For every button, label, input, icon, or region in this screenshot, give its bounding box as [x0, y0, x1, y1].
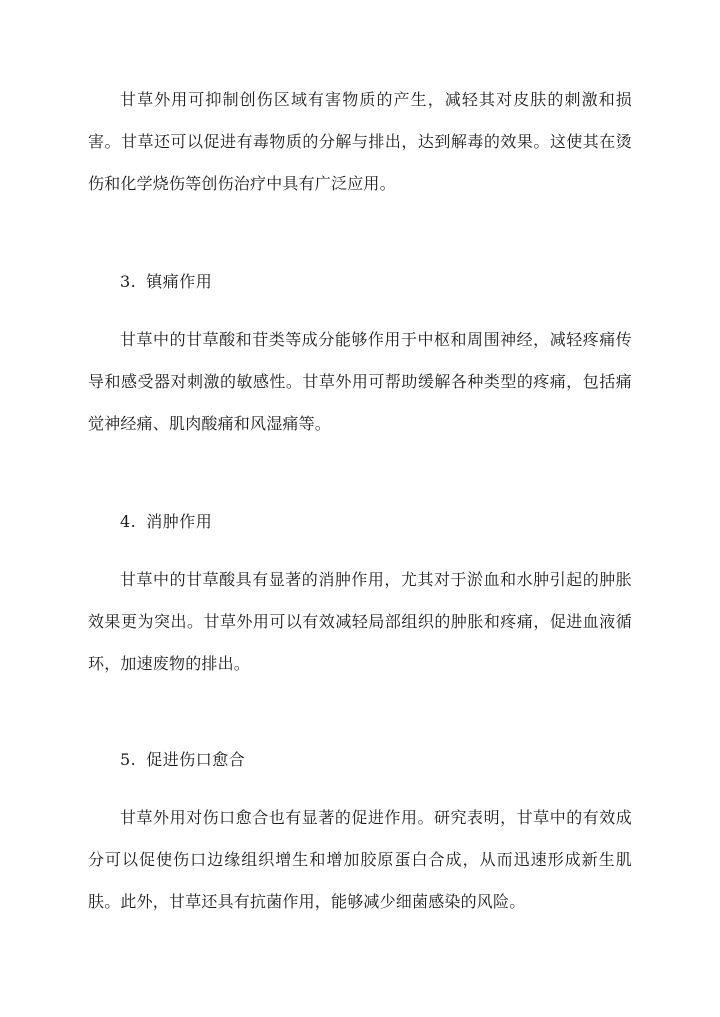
section-heading-swelling [120, 508, 212, 536]
section-heading-analgesic [120, 268, 212, 296]
section-title: 镇痛作用 [146, 272, 213, 291]
paragraph-detox: 甘草外用可抑制创伤区域有害物质的产生，减轻其对皮肤的刺激和损害。甘草还可以促进有毒物质的分解与排出，达到解毒的效果。这使其在烫伤和化学烧伤等创伤治疗中具有广泛应用。 [88, 90, 632, 193]
section-number: 5. [120, 750, 137, 769]
paragraph-wound-healing: 甘草外用对伤口愈合也有显著的促进作用。研究表明，甘草中的有效成分可以促使伤口边缘组织增生和增加胶原蛋白合成，从而迅速形成新生肌肤。此外，甘草还具有抗菌作用，能够减少细菌感染的风险。 [88, 808, 632, 911]
paragraph-swelling: 甘草中的甘草酸具有显著的消肿作用，尤其对于淤血和水肿引起的肿胀效果更为突出。甘草外用可以有效减轻局部组织的肿胀和疼痛，促进血液循环，加速废物的排出。 [88, 570, 632, 673]
section-number: 4. [120, 512, 137, 531]
section-heading-wound-healing [120, 746, 245, 774]
section-title: 消肿作用 [146, 512, 213, 531]
section-title: 促进伤口愈合 [146, 750, 246, 769]
paragraph-analgesic: 甘草中的甘草酸和苷类等成分能够作用于中枢和周围神经，减轻疼痛传导和感受器对刺激的敏感性。甘草外用可帮助缓解各种类型的疼痛，包括痛觉神经痛、肌肉酸痛和风湿痛等。 [88, 330, 632, 433]
section-number: 3. [120, 272, 137, 291]
